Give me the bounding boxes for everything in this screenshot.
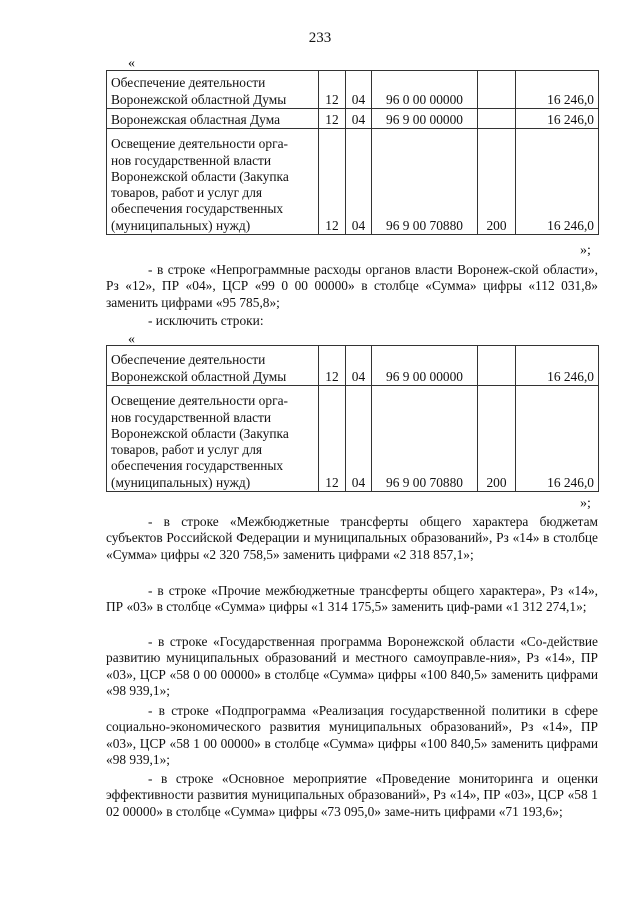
row-vr <box>478 71 516 109</box>
table-row <box>107 346 599 386</box>
table-row <box>107 129 599 235</box>
row-pr: 04 <box>346 71 372 109</box>
row-sum: 16 246,0 <box>516 71 599 109</box>
paragraph-non-program-expenses: - в строке «Непрограммные расходы органов власти Воронеж-ской области», Рз «12», ПР «04», ЦСР «99 0 00 00000» в столбце «Сумма» цифры «112 031,8» заменить цифрами «95 785,8»; <box>106 262 598 310</box>
row-rz: 12 <box>319 109 346 129</box>
paragraph-main-measure: - в строке «Основное мероприятие «Проведение мониторинга и оценки эффективности развития муниципальных образований», Рз «14», ПР «03», ЦСР «58 1 02 00000» в столбце «Сумма» цифры «73 095,0» заме-нить цифрами «71 193,6»; <box>106 771 598 819</box>
paragraph-subprogram: - в строке «Подпрограмма «Реализация государственной политики в сфере социально-экономического развития муниципальных образований», Рз «14», ПР «03», ЦСР «58 1 00 00000» в столбце «Сумма» цифры «100 840,5» заменить цифрами «98 939,1»; <box>106 703 598 767</box>
row-pr: 04 <box>346 346 372 386</box>
row-rz: 12 <box>319 129 346 235</box>
row-name: Воронежская областная Дума <box>107 109 319 129</box>
row-csr: 96 9 00 00000 <box>372 109 478 129</box>
row-csr: 96 9 00 00000 <box>372 346 478 386</box>
table-row <box>107 71 599 109</box>
row-csr: 96 9 00 70880 <box>372 386 478 492</box>
row-sum: 16 246,0 <box>516 129 599 235</box>
row-rz: 12 <box>319 346 346 386</box>
row-sum: 16 246,0 <box>516 386 599 492</box>
row-vr: 200 <box>478 129 516 235</box>
paragraph-state-program: - в строке «Государственная программа Воронежской области «Со-действие развитию муниципальных образований и местного самоуправле-ния», Рз «14», ПР «03», ЦСР «58 0 00 00000» в столбце «Сумма» цифры «100 840,5» заменить цифрами «98 939,1»; <box>106 634 598 698</box>
quote-close-2: »; <box>580 496 591 511</box>
paragraph-interbudget-transfers: - в строке «Межбюджетные трансферты общего характера бюджетам субъектов Российской Федерации и муниципальных образований», Рз «14» в столбце «Сумма» цифры «2 320 758,5» заменить цифрами «2 318 857,1»; <box>106 514 598 562</box>
row-csr: 96 0 00 00000 <box>372 71 478 109</box>
paragraph-exclude-rows: - исключить строки: <box>148 313 264 328</box>
page-number: 233 <box>308 30 332 46</box>
paragraph-other-transfers: - в строке «Прочие межбюджетные трансферты общего характера», Рз «14», ПР «03» в столбце «Сумма» цифры «1 314 175,5» заменить циф-рами «1 312 274,1»; <box>106 583 598 615</box>
quote-open-2: « <box>128 332 135 347</box>
row-rz: 12 <box>319 71 346 109</box>
row-name: Освещение деятельности орга- нов государственной власти Воронежской области (Закупка товаров, работ и услуг для обеспечения государственных (муниципальных) нужд) <box>107 386 319 492</box>
row-name: Обеспечение деятельности Воронежской областной Думы <box>107 71 319 109</box>
row-name: Обеспечение деятельности Воронежской областной Думы <box>107 346 319 386</box>
table-row <box>107 109 599 129</box>
row-name: Освещение деятельности орга- нов государственной власти Воронежской области (Закупка товаров, работ и услуг для обеспечения государственных (муниципальных) нужд) <box>107 129 319 235</box>
row-vr <box>478 109 516 129</box>
table-row <box>107 386 599 492</box>
budget-table-1 <box>106 70 599 235</box>
row-pr: 04 <box>346 109 372 129</box>
row-sum: 16 246,0 <box>516 346 599 386</box>
row-vr: 200 <box>478 386 516 492</box>
row-sum: 16 246,0 <box>516 109 599 129</box>
row-pr: 04 <box>346 386 372 492</box>
quote-open-1: « <box>128 56 135 71</box>
row-vr <box>478 346 516 386</box>
quote-close-1: »; <box>580 243 591 258</box>
budget-table-2 <box>106 345 599 492</box>
row-rz: 12 <box>319 386 346 492</box>
row-pr: 04 <box>346 129 372 235</box>
row-csr: 96 9 00 70880 <box>372 129 478 235</box>
